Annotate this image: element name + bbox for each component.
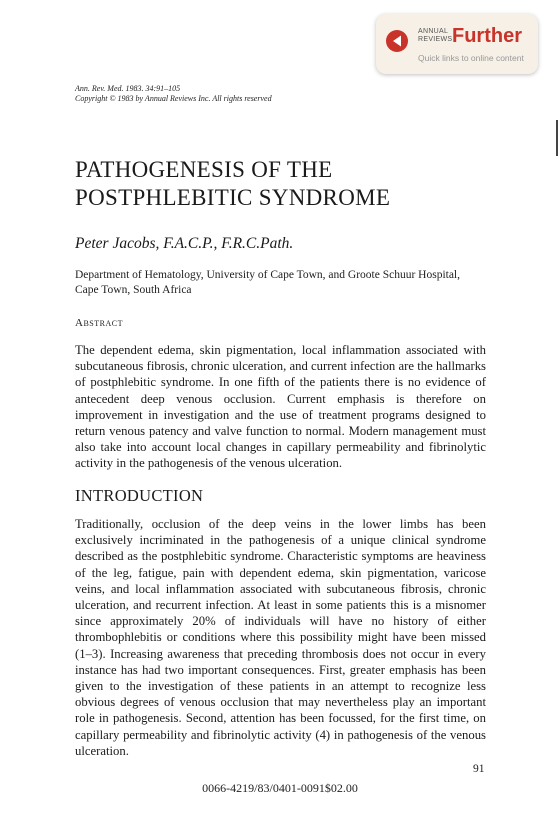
article-title	[75, 156, 390, 212]
further-tagline: Quick links to online content	[418, 53, 524, 63]
footer-price-code: 0066-4219/83/0401-0091$02.00	[202, 781, 358, 795]
introduction-body: Traditionally, occlusion of the deep veins in the lower limbs has been exclusively incriminated in the pathogenesis of a unique clinical syndrome described as the postphlebitic syndrome. Characteristic symptoms are heaviness of the leg, fatigue, pain with dependent edema, skin pigmentation, varicose veins, and local inflammation associated with subcutaneous fibrosis, chronic ulceration, and recurrent infection. At least in some patients this is a misnomer since approximately 20% of individuals will have no history of either thrombophlebitis or conditions where this possibility might have been missed (1–3). Increasing awareness that preceding thrombosis does not occur in every instance has had two important consequences. First, greater emphasis has been given to the investigation of these patients in an attempt to recognize less obvious degrees of venous occlusion that may nevertheless play an important role in pathogenesis. Second, attention has been focussed, for the first time, on capillary permeability and fibrinolytic activity (4) in pathogenesis of the venous ulceration.	[75, 517, 486, 758]
title-line-2: POSTPHLEBITIC SYNDROME	[75, 185, 391, 210]
author-affiliation: Department of Hematology, University of Cape Town, and Groote Schuur Hospital, Cape Town, South Africa	[75, 269, 461, 296]
citation-copyright: Copyright © 1983 by Annual Reviews Inc. All rights reserved	[75, 94, 272, 103]
page-edge-mark	[556, 120, 558, 156]
citation-journal: Ann. Rev. Med. 1983. 34:91–105	[75, 84, 181, 93]
back-arrow-icon	[386, 30, 408, 52]
further-badge[interactable]	[376, 14, 538, 74]
annual-reviews-logo-text: ANNUAL REVIEWS	[418, 28, 453, 43]
further-logo-text: Further	[452, 25, 522, 47]
page-number: 91	[473, 763, 485, 775]
citation-block	[75, 84, 272, 104]
abstract-heading: Abstract	[75, 317, 123, 329]
abstract-body: The dependent edema, skin pigmentation, local inflammation associated with subcutaneous fibrosis, chronic ulceration, and current infection are the hallmarks of postphlebitic syndrome. In one fifth of the patients there is no evidence of antecedent deep venous occlusion. Current emphasis is therefore on improvement in investigation and the use of treatment programs designed to return venous patency and valve function to normal. Modern management must also take into account local changes in capillary permeability and fibrinolytic activity in the pathogenesis of the venous ulceration.	[75, 343, 486, 471]
author-name: Peter Jacobs, F.A.C.P., F.R.C.Path.	[75, 235, 294, 252]
title-line-1: PATHOGENESIS OF THE	[75, 157, 333, 182]
introduction-heading: INTRODUCTION	[75, 486, 204, 505]
